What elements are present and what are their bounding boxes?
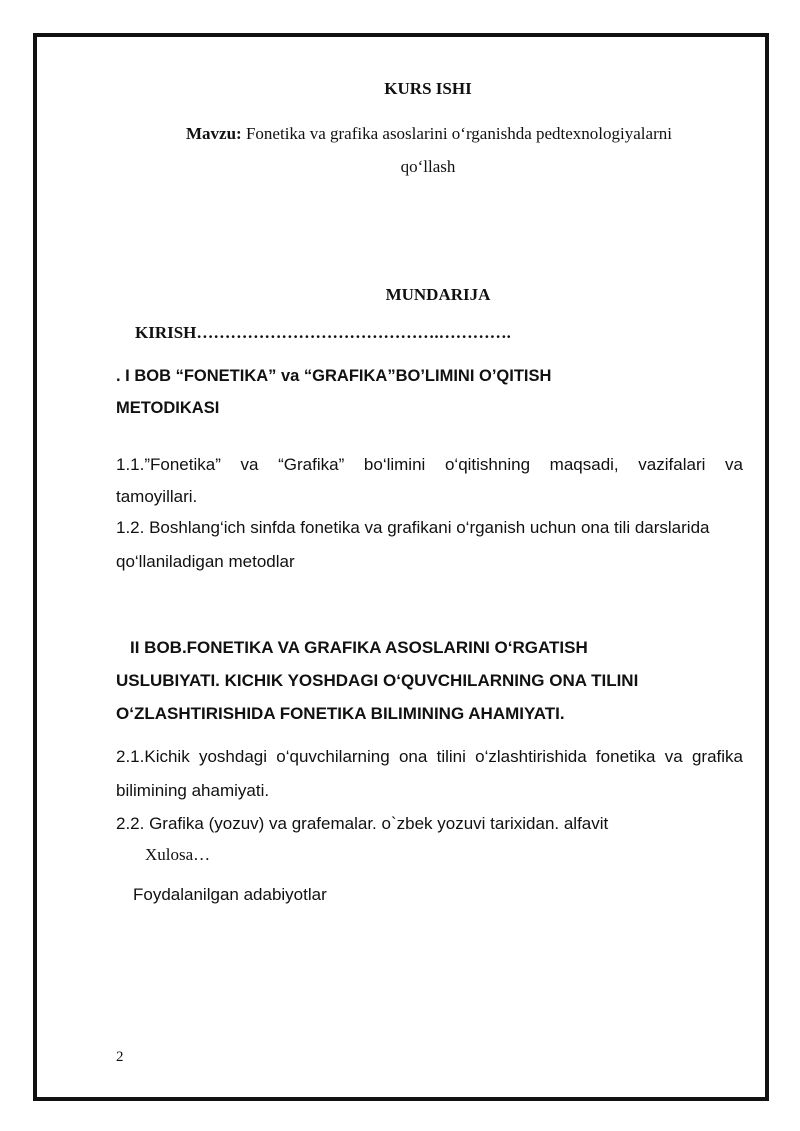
toc-intro: KIRISH…………………………………….…………. [135,323,511,342]
subject-text-line2: qo‘llash [400,157,456,176]
toc-conclusion: Xulosa… [145,845,211,864]
toc-section-2-1-line1: 2.1.Kichik yoshdagi o‘quvchilarning ona tilini o‘zlashtirishida fonetika va grafika [116,747,743,766]
toc-section-1-1-line1: 1.1.”Fonetika” va “Grafika” bo‘limini o‘qitishning maqsadi, vazifalari va [116,455,743,474]
toc-chapter2-line1: II BOB.FONETIKA VA GRAFIKA ASOSLARINI O‘RGATISH [130,638,588,657]
toc-chapter1-line2: METODIKASI [116,399,220,417]
toc-chapter2-line2: USLUBIYATI. KICHIK YOSHDAGI O‘QUVCHILARNING ONA TILINI [116,671,639,690]
toc-chapter1-line1: . I BOB “FONETIKA” va “GRAFIKA”BO’LIMINI O’QITISH [116,367,552,385]
toc-section-1-1-line2: tamoyillari. [116,487,198,506]
toc-section-1-2-line1: 1.2. Boshlang‘ich sinfda fonetika va grafikani o‘rganish uchun ona tili darslarida [116,518,710,537]
subject-text-line1: Fonetika va grafika asoslarini o‘rganishda pedtexnologiyalarni [245,124,672,143]
document-title: KURS ISHI [384,79,472,98]
contents-heading: MUNDARIJA [385,285,491,304]
toc-section-1-2-line2: qo‘llaniladigan metodlar [116,552,295,571]
toc-references: Foydalanilgan adabiyotlar [133,885,327,904]
toc-section-2-2: 2.2. Grafika (yozuv) va grafemalar. o`zbek yozuvi tarixidan. alfavit [116,814,609,833]
subject-label: Mavzu: [186,124,242,143]
toc-chapter2-line3: O‘ZLASHTIRISHIDA FONETIKA BILIMINING AHAMIYATI. [116,704,565,723]
subject-line [186,123,672,145]
page-number: 2 [116,1049,124,1065]
toc-section-2-1-line2: bilimining ahamiyati. [116,781,270,800]
